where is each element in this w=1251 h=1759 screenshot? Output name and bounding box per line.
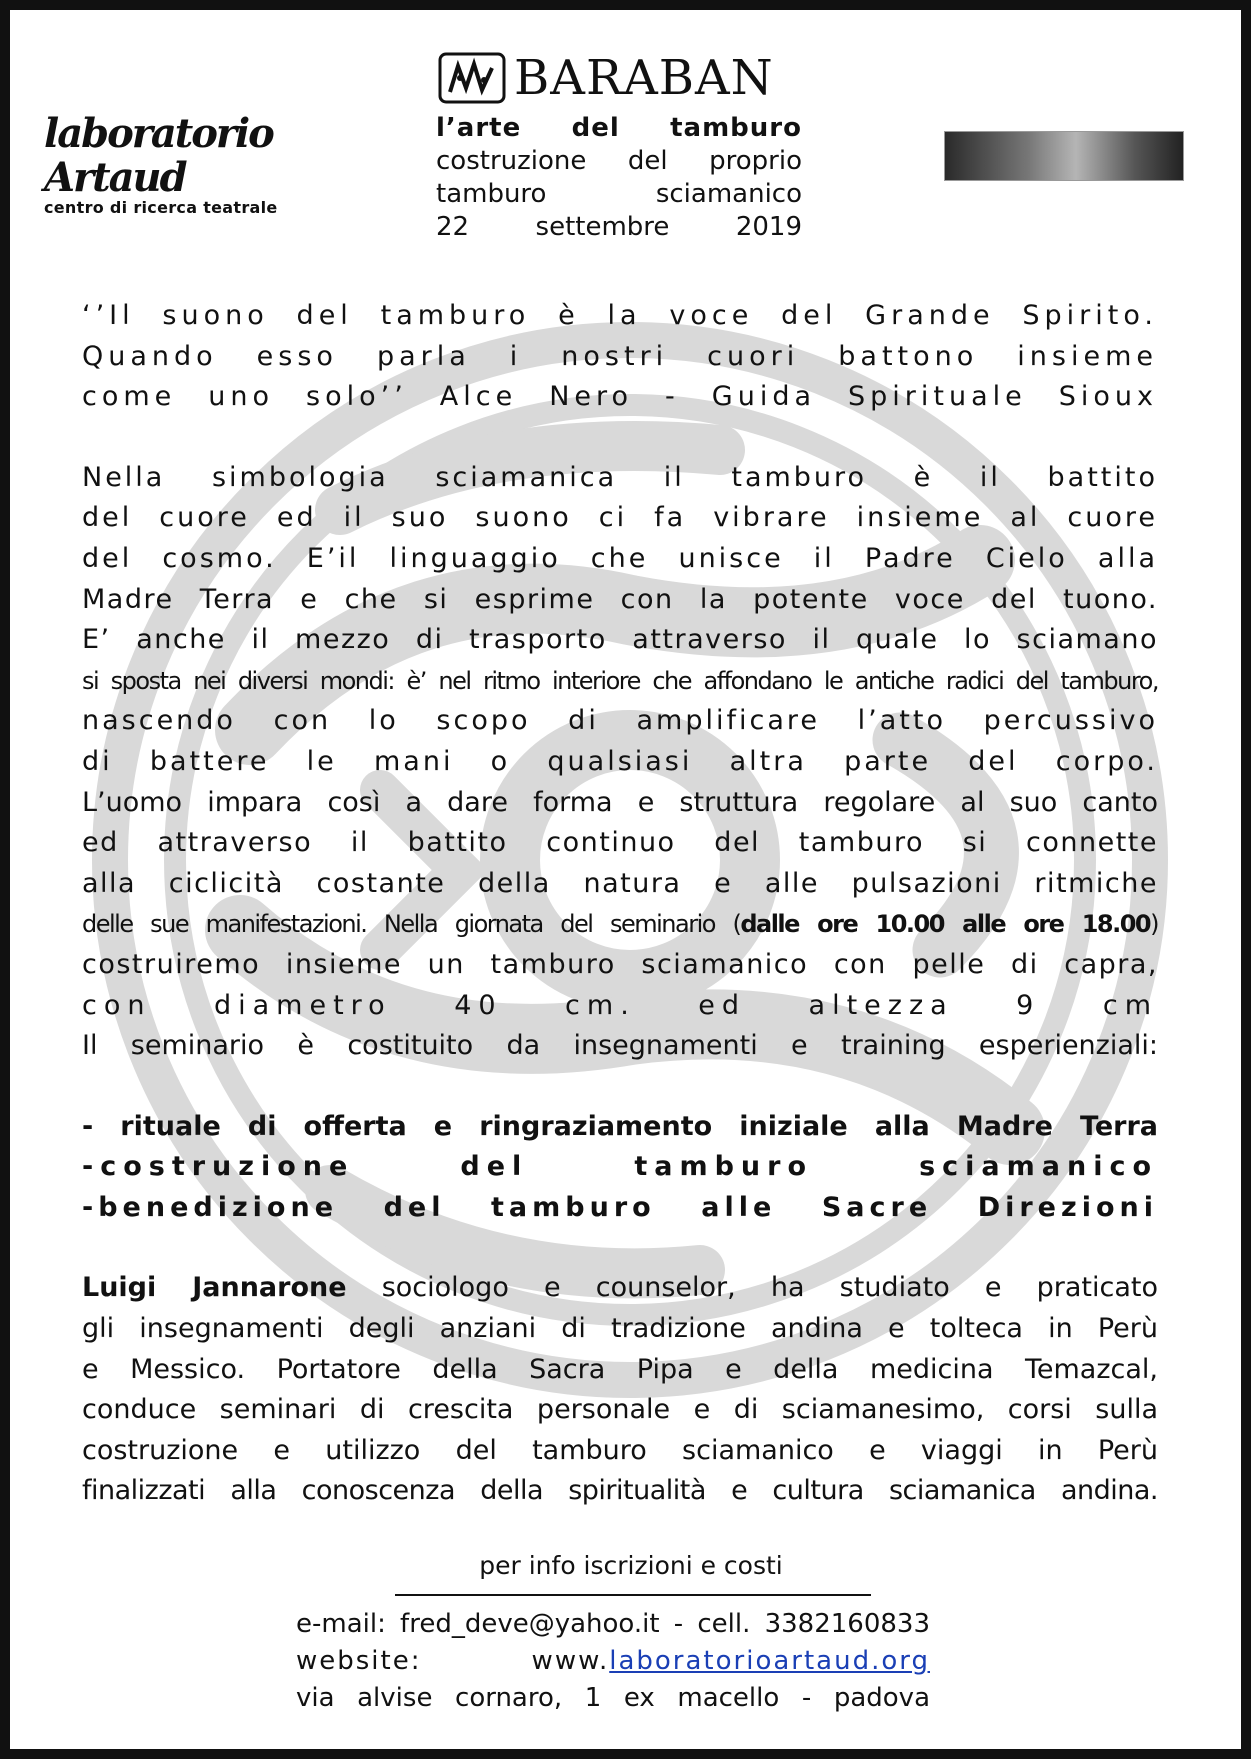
- bio-line: conduce seminari di crescita personale e di sciamanesimo, corsi sulla: [82, 1394, 1158, 1426]
- description-line: nascendo con lo scopo di amplificare l’atto percussivo: [82, 705, 1158, 737]
- info-divider: [395, 1594, 871, 1596]
- laboratorio-artaud-logo: [44, 112, 324, 217]
- schedule-line: [82, 904, 1158, 945]
- description-line: costruiremo insieme un tamburo sciamanico con pelle di capra,: [82, 948, 1158, 980]
- bio-first-line: [82, 1268, 1158, 1309]
- description-line: ed attraverso il battito continuo del tamburo si connette: [82, 827, 1158, 859]
- event-date: 22 settembre 2019: [436, 212, 802, 242]
- info-title: per info iscrizioni e costi: [479, 1551, 783, 1580]
- website-link[interactable]: laboratorioartaud.org: [609, 1646, 930, 1676]
- description-line: si sposta nei diversi mondi: è’ nel ritmo interiore che affondano le antiche radici del tamburo,: [82, 666, 1158, 695]
- logo-script: laboratorio Artaud: [44, 110, 273, 201]
- bio-first-line-text: sociologo e counselor, ha studiato e praticato: [346, 1272, 1158, 1304]
- website-label: website: www.: [296, 1646, 610, 1676]
- quote-line: ‘’Il suono del tamburo è la voce del Grande Spirito.: [82, 300, 1158, 331]
- activity-item: -benedizione del tamburo alle Sacre Direzioni: [82, 1191, 1158, 1223]
- contact-footer: [296, 1606, 930, 1717]
- description-line: del cuore ed il suo suono ci fa vibrare insieme al cuore: [82, 502, 1158, 534]
- activity-item: - rituale di offerta e ringraziamento iniziale alla Madre Terra: [82, 1110, 1158, 1142]
- baraban-brand: [438, 50, 774, 106]
- description-line: Il seminario è costituito da insegnamenti e training esperienziali:: [82, 1030, 1158, 1062]
- event-subtitle: [436, 112, 802, 244]
- baraban-logo-icon: [438, 52, 506, 104]
- bio-line: e Messico. Portatore della Sacra Pipa e della medicina Temazcal,: [82, 1353, 1158, 1385]
- schedule-prefix: delle sue manifestazioni. Nella giornata del seminario (: [82, 910, 741, 939]
- logo-subtitle: centro di ricerca teatrale: [44, 198, 278, 217]
- description-line: Madre Terra e che si esprime con la potente voce del tuono.: [82, 583, 1158, 615]
- subtitle-line: tamburo sciamanico: [436, 179, 802, 209]
- description-line: di battere le mani o qualsiasi altra parte del corpo.: [82, 745, 1158, 777]
- description-line: alla ciclicità costante della natura e alle pulsazioni ritmiche: [82, 867, 1158, 899]
- schedule-suffix: ): [1150, 910, 1158, 939]
- bio-name: Luigi Jannarone: [82, 1272, 347, 1304]
- contact-line: e-mail: fred_deve@yahoo.it - cell. 3382160833: [296, 1609, 930, 1639]
- description-line: con diametro 40 cm. ed altezza 9 cm: [82, 989, 1158, 1021]
- quote-line: come uno solo’’ Alce Nero - Guida Spirituale Sioux: [82, 381, 1158, 413]
- description-line: del cosmo. E’il linguaggio che unisce il Padre Cielo alla: [82, 542, 1158, 574]
- schedule-hours: dalle ore 10.00 alle ore 18.00: [740, 910, 1151, 939]
- brand-name: BARABAN: [514, 50, 774, 106]
- description-line: L’uomo impara così a dare forma e struttura regolare al suo canto: [82, 786, 1158, 818]
- bio-line: finalizzati alla conoscenza della spiritualità e cultura sciamanica andina.: [82, 1475, 1158, 1507]
- activity-item: -costruzione del tamburo sciamanico: [82, 1151, 1158, 1183]
- description-line: E’ anche il mezzo di trasporto attraverso il quale lo sciamano: [82, 624, 1158, 656]
- subtitle-line: costruzione del proprio: [436, 146, 802, 176]
- subtitle-line: l’arte del tamburo: [436, 113, 802, 143]
- website-line: [296, 1643, 930, 1680]
- quote-line: Quando esso parla i nostri cuori battono insieme: [82, 340, 1158, 372]
- stone-face-photo: [944, 131, 1184, 181]
- description-line: Nella simbologia sciamanica il tamburo è il battito: [82, 461, 1158, 493]
- address-line: via alvise cornaro, 1 ex macello - padova: [296, 1683, 930, 1713]
- bio-line: gli insegnamenti degli anziani di tradizione andina e tolteca in Perù: [82, 1313, 1158, 1345]
- main-content: [82, 296, 1158, 1512]
- bio-line: costruzione e utilizzo del tamburo sciamanico e viaggi in Perù: [82, 1434, 1158, 1466]
